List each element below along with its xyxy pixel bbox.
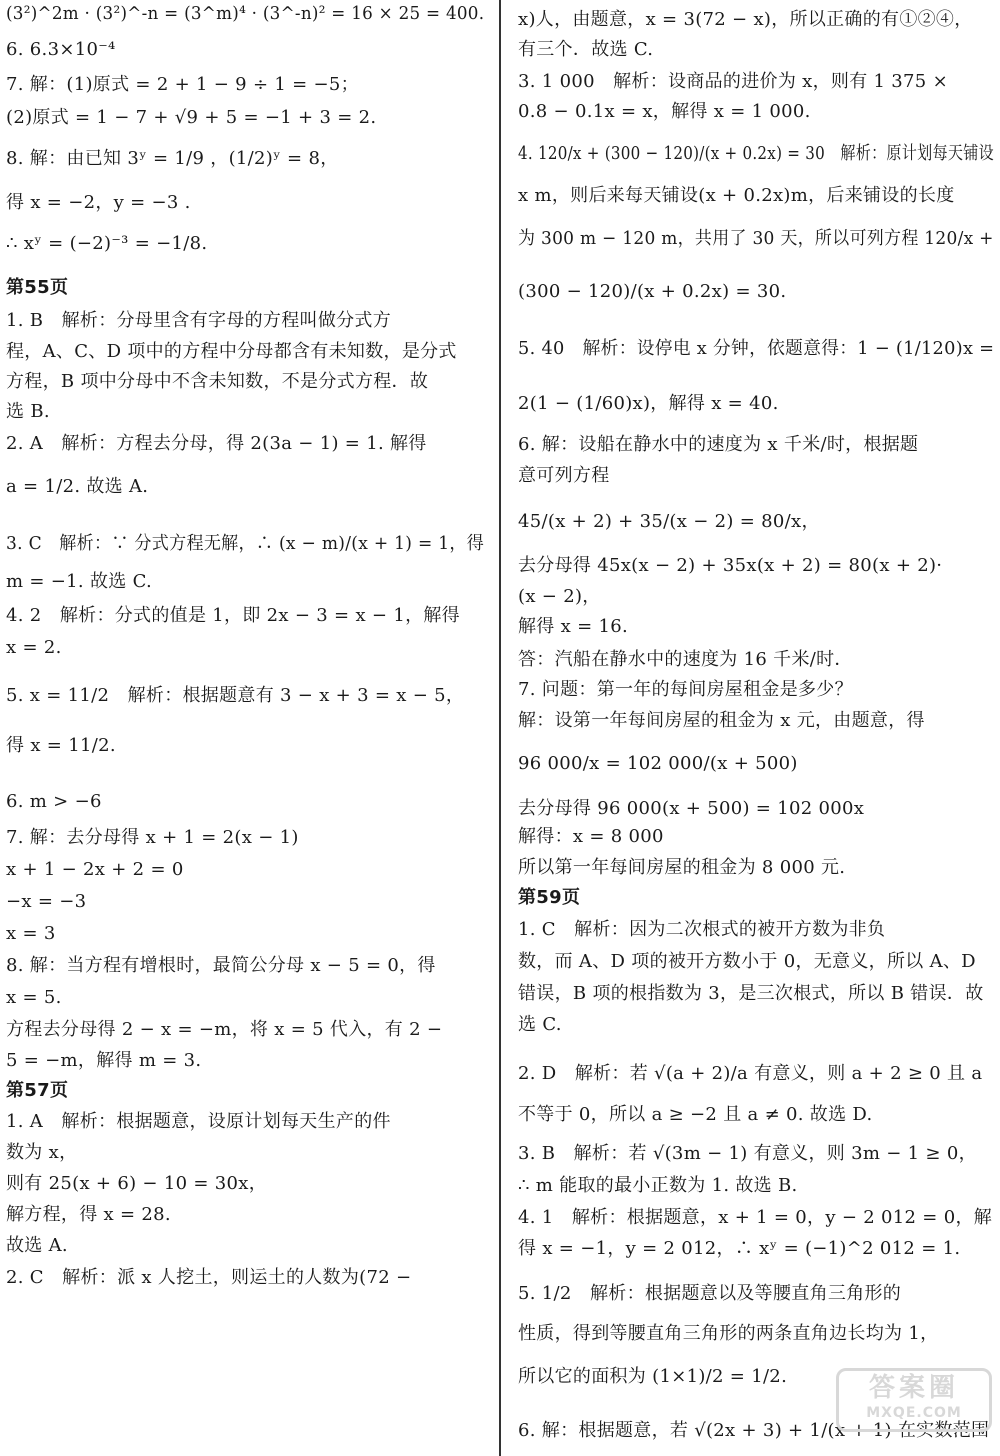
text-line: 7. 解：(1)原式 = 2 + 1 − 9 ÷ 1 = −5； [6, 74, 359, 95]
text-line: 得 x = 11/2. [6, 735, 116, 756]
section-heading: 第55页 [6, 277, 69, 298]
text-line: 数，而 A、D 项的被开方数小于 0，无意义，所以 A、D [518, 951, 976, 972]
text-line: 所以它的面积为 (1×1)/2 = 1/2. [518, 1366, 788, 1387]
watermark-logo-text: 答案圈 [868, 1373, 959, 1403]
text-line: (x − 2)， [518, 586, 601, 607]
section-heading: 第57页 [6, 1080, 69, 1101]
text-line: 故选 A. [6, 1235, 68, 1256]
text-line: 2. C 解析：派 x 人挖土，则运土的人数为(72 − [6, 1267, 412, 1288]
text-line: 45/(x + 2) + 35/(x − 2) = 80/x， [518, 511, 820, 532]
text-line: 3. C 解析：∵ 分式方程无解，∴ (x − m)/(x + 1) = 1，得 [6, 533, 485, 554]
text-line: x = 5. [6, 987, 62, 1008]
watermark-logo [836, 1368, 992, 1432]
text-line: 则有 25(x + 6) − 10 = 30x， [6, 1173, 268, 1194]
text-line: 8. 解：当方程有增根时，最简公分母 x − 5 = 0，得 [6, 955, 436, 976]
text-line: 2. D 解析：若 √(a + 2)/a 有意义，则 a + 2 ≥ 0 且 a [518, 1063, 983, 1084]
text-line: 3. B 解析：若 √(3m − 1) 有意义，则 3m − 1 ≥ 0， [518, 1143, 977, 1164]
text-line: 去分母得 45x(x − 2) + 35x(x + 2) = 80(x + 2)· [518, 555, 943, 576]
text-line: 8. 解：由已知 3ʸ = 1/9 ，(1/2)ʸ = 8， [6, 148, 339, 169]
text-line: x m，则后来每天铺设(x + 0.2x)m，后来铺设的长度 [518, 185, 955, 206]
text-line: 1. B 解析：分母里含有字母的方程叫做分式方 [6, 310, 392, 331]
right-column [518, 0, 994, 1456]
text-line: (3²)^2m · (3²)^-n = (3^m)⁴ · (3^-n)² = 16 × 25 = 400. [6, 3, 485, 24]
text-line: −x = −3 [6, 891, 87, 912]
text-line: ∴ xʸ = (−2)⁻³ = −1/8. [6, 233, 208, 254]
text-line: 选 B. [6, 401, 50, 422]
text-line: 4. 2 解析：分式的值是 1，即 2x − 3 = x − 1，解得 [6, 605, 460, 626]
text-line: 7. 解：去分母得 x + 1 = 2(x − 1) [6, 827, 299, 848]
text-line: x)人，由题意，x = 3(72 − x)，所以正确的有①②④， [518, 9, 973, 30]
text-line: a = 1/2. 故选 A. [6, 476, 149, 497]
text-line: 3. 1 000 解析：设商品的进价为 x，则有 1 375 × [518, 71, 948, 92]
text-line: 2. A 解析：方程去分母，得 2(3a − 1) = 1. 解得 [6, 433, 427, 454]
text-line: 解得：x = 8 000 [518, 826, 664, 847]
text-line: 2(1 − (1/60)x)，解得 x = 40. [518, 393, 779, 414]
text-line: m = −1. 故选 C. [6, 571, 153, 592]
text-line: 数为 x， [6, 1142, 78, 1163]
text-line: 5. x = 11/2 解析：根据题意有 3 − x + 3 = x − 5， [6, 685, 465, 706]
text-line: 6. 6.3×10⁻⁴ [6, 39, 116, 60]
text-line: 方程去分母得 2 − x = −m，将 x = 5 代入，有 2 − [6, 1019, 443, 1040]
text-line: ∴ m 能取的最小正数为 1. 故选 B. [518, 1175, 798, 1196]
text-line: x + 1 − 2x + 2 = 0 [6, 859, 184, 880]
section-heading: 第59页 [518, 887, 581, 908]
text-line: 不等于 0，所以 a ≥ −2 且 a ≠ 0. 故选 D. [518, 1104, 873, 1125]
text-line: 解方程，得 x = 28. [6, 1204, 171, 1225]
text-line: 程，A、C、D 项中的方程中分母都含有未知数，是分式 [6, 341, 457, 362]
text-line: 1. C 解析：因为二次根式的被开方数为非负 [518, 919, 886, 940]
text-line: 解：设第一年每间房屋的租金为 x 元，由题意，得 [518, 710, 925, 731]
text-line: 得 x = −2，y = −3 . [6, 192, 191, 213]
left-column [6, 0, 484, 1456]
text-line: 4. 120/x + (300 − 120)/(x + 0.2x) = 30 解析：原计划每天铺设 [518, 143, 994, 164]
text-line: 96 000/x = 102 000/(x + 500) [518, 753, 798, 774]
text-line: 6. m > −6 [6, 791, 102, 812]
text-line: 有三个．故选 C. [518, 39, 654, 60]
text-line: 7. 问题：第一年的每间房屋租金是多少？ [518, 679, 853, 700]
text-line: 方程，B 项中分母中不含未知数，不是分式方程．故 [6, 371, 429, 392]
text-line: 5 = −m，解得 m = 3. [6, 1050, 202, 1071]
text-line: 6. 解：根据题意，若 √(2x + 3) + 1/(x + 1) 在实数范围 [518, 1420, 990, 1441]
text-line: x = 2. [6, 637, 62, 658]
text-line: 意可列方程 [518, 465, 610, 486]
text-line: x = 3 [6, 923, 56, 944]
text-line: 得 x = −1，y = 2 012，∴ xʸ = (−1)^2 012 = 1. [518, 1238, 961, 1259]
text-line: 0.8 − 0.1x = x，解得 x = 1 000. [518, 101, 811, 122]
text-line: 解得 x = 16. [518, 616, 629, 637]
text-line: 所以第一年每间房屋的租金为 8 000 元. [518, 857, 846, 878]
text-line: 为 300 m − 120 m，共用了 30 天，所以可列方程 120/x + [518, 228, 994, 249]
text-line: (2)原式 = 1 − 7 + √9 + 5 = −1 + 3 = 2. [6, 107, 377, 128]
text-line: 1. A 解析：根据题意，设原计划每天生产的件 [6, 1111, 391, 1132]
text-line: (300 − 120)/(x + 0.2x) = 30. [518, 281, 787, 302]
text-line: 答：汽船在静水中的速度为 16 千米/时． [518, 649, 853, 670]
text-line: 5. 1/2 解析：根据题意以及等腰直角三角形的 [518, 1283, 902, 1304]
text-line: 去分母得 96 000(x + 500) = 102 000x [518, 798, 865, 819]
column-divider [499, 0, 501, 1456]
text-line: 4. 1 解析：根据题意，x + 1 = 0，y − 2 012 = 0，解 [518, 1207, 993, 1228]
text-line: 错误，B 项的根指数为 3，是三次根式，所以 B 错误．故 [518, 983, 984, 1004]
text-line: 5. 40 解析：设停电 x 分钟，依题意得：1 − (1/120)x = [518, 338, 995, 359]
text-line: 性质，得到等腰直角三角形的两条直角边长均为 1， [518, 1323, 939, 1344]
text-line: 选 C. [518, 1014, 562, 1035]
text-line: 6. 解：设船在静水中的速度为 x 千米/时，根据题 [518, 434, 919, 455]
watermark-site: MXQE.COM [866, 1405, 962, 1421]
